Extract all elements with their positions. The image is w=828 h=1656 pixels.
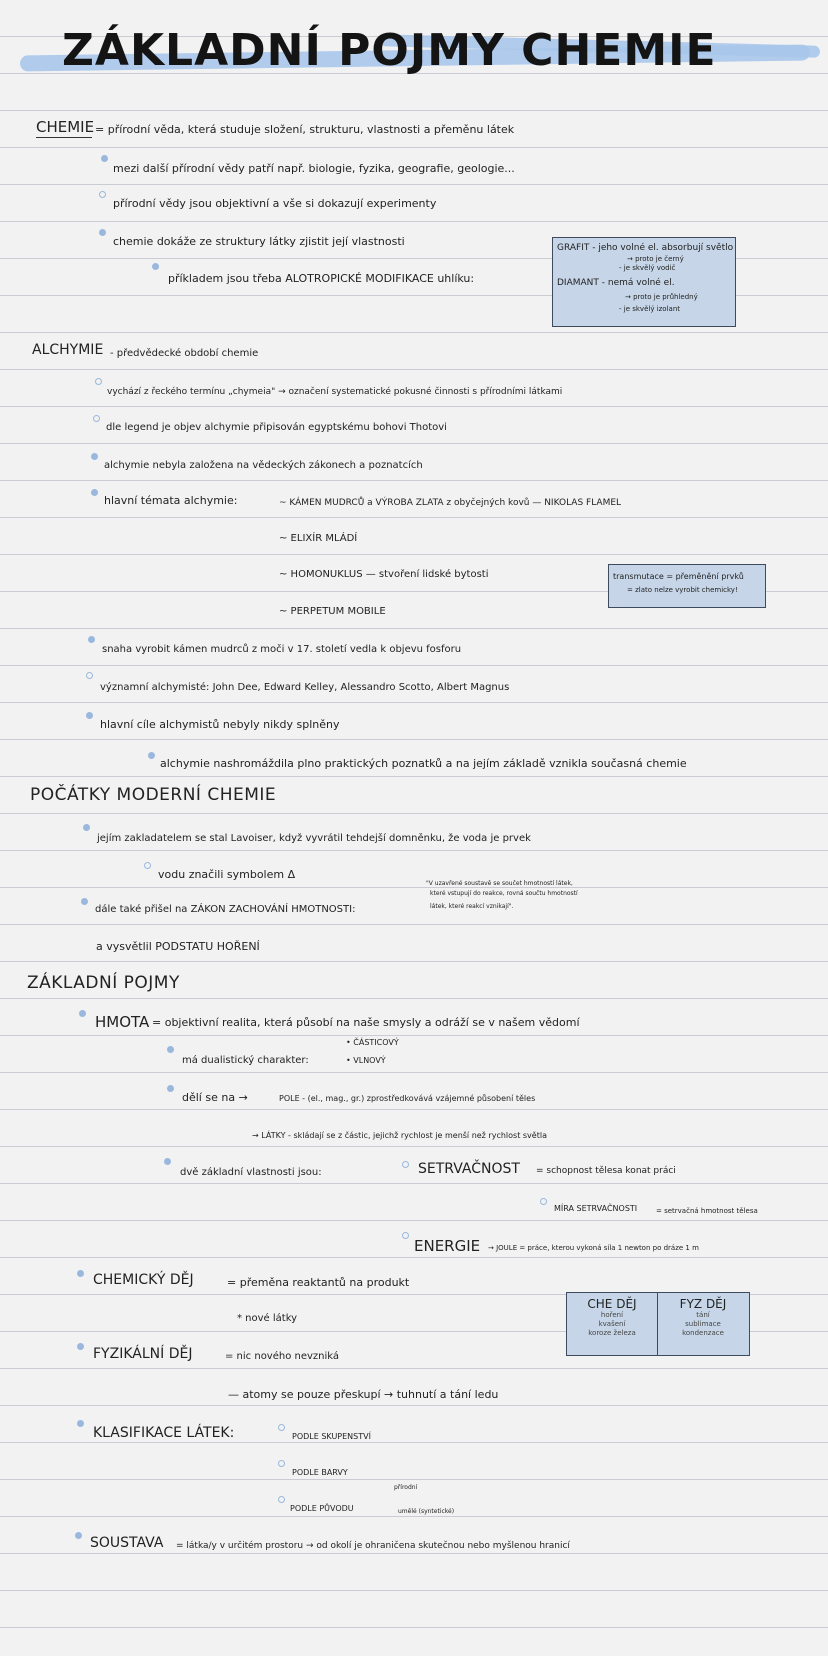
alchymie-bullet-5: snaha vyrobit kámen mudrců z moči v 17. století vedla k objevu fosforu [102, 644, 462, 655]
alchymie-topic-1: ~ KÁMEN MUDRCŮ a VÝROBA ZLATA z obyčejných kovů — NIKOLAS FLAMEL [279, 498, 622, 508]
bullet [77, 1343, 84, 1350]
chemie-bullet-1: mezi další přírodní vědy patří např. biologie, fyzika, geografie, geologie... [113, 162, 515, 175]
alchymie-bullet-8: alchymie nashromáždila plno praktických poznatků a na jejím základě vznikla současná chemie [160, 757, 687, 770]
bullet [148, 752, 155, 759]
new-substances-note: * nové látky [237, 1313, 298, 1324]
bullet [77, 1270, 84, 1277]
alchymie-topic-3: ~ HOMONUKLUS — stvoření lidské bytosti [279, 569, 489, 580]
table-cell: tání [696, 1311, 710, 1319]
chemicky-dej-term: CHEMICKÝ DĚJ [93, 1272, 194, 1288]
setrvacnost-definition: = schopnost tělesa konat práci [536, 1166, 676, 1176]
chemie-bullet-3: chemie dokáže ze struktury látky zjistit její vlastnosti [113, 235, 405, 248]
alchymie-topic-4: ~ PERPETUM MOBILE [279, 606, 386, 617]
bullet [86, 672, 93, 679]
bullet [93, 415, 100, 422]
transmutation-box [608, 564, 766, 608]
class-by-state: PODLE SKUPENSTVÍ [292, 1432, 371, 1441]
setrvacnost-term: SETRVAČNOST [418, 1161, 520, 1177]
bullet [278, 1496, 285, 1503]
chemie-bullet-2: přírodní vědy jsou objektivní a vše si dokazují experimenty [113, 197, 437, 210]
pocatky-heading: POČÁTKY MODERNÍ CHEMIE [30, 785, 277, 805]
alchymie-topic-2: ~ ELIXÍR MLÁDÍ [279, 533, 358, 544]
box-line: = zlato nelze vyrobit chemicky! [627, 586, 738, 594]
chemie-underline [36, 137, 92, 138]
box-line: - je skvělý izolant [619, 305, 681, 313]
origin-synthetic: umělé (syntetické) [398, 1508, 455, 1515]
conservation-note-2: které vstupují do reakce, rovná součtu hmotností [430, 890, 578, 897]
page-title: ZÁKLADNÍ POJMY CHEMIE [62, 25, 717, 76]
physical-column [657, 1293, 748, 1355]
bullet [91, 489, 98, 496]
conservation-note-1: "V uzavřené soustavě se součet hmotností látek, [426, 880, 573, 887]
box-line: GRAFIT - jeho volné el. absorbují světlo [557, 243, 734, 253]
alchymie-bullet-4: hlavní témata alchymie: [104, 494, 238, 507]
chemical-column-header: CHE DĚJ [587, 1297, 637, 1311]
chemicky-dej-definition: = přeměna reaktantů na produkt [227, 1276, 410, 1289]
bullet [101, 155, 108, 162]
pocatky-bullet-3: dále také přišel na ZÁKON ZACHOVÁNÍ HMOTNOSTI: [95, 904, 356, 915]
chemical-column [567, 1293, 657, 1355]
origin-natural: přírodní [394, 1484, 418, 1491]
properties-label: dvě základní vlastnosti jsou: [180, 1167, 322, 1178]
process-comparison-table [566, 1292, 750, 1356]
alchymie-heading: ALCHYMIE [32, 342, 104, 358]
table-cell: kondenzace [682, 1329, 724, 1337]
alchymie-definition: - předvědecké období chemie [110, 348, 259, 359]
allotrope-box [552, 237, 736, 327]
conservation-note-3: látek, které reakcí vznikají". [430, 903, 514, 910]
energie-definition: → JOULE = práce, kterou vykoná síla 1 newton po dráze 1 m [488, 1244, 699, 1252]
box-line: → proto je černý [627, 255, 684, 263]
bullet [402, 1161, 409, 1168]
bullet [540, 1198, 547, 1205]
bullet [167, 1046, 174, 1053]
fyzikalni-dej-term: FYZIKÁLNÍ DĚJ [93, 1346, 193, 1362]
alchymie-bullet-6: významní alchymisté: John Dee, Edward Kelley, Alessandro Scotto, Albert Magnus [100, 682, 510, 693]
atoms-note: — atomy se pouze přeskupí → tuhnutí a tání ledu [228, 1388, 499, 1401]
pole-definition: POLE - (el., mag., gr.) zprostředkovává vzájemné působení těles [279, 1094, 536, 1103]
chemie-bullet-4: příkladem jsou třeba ALOTROPICKÉ MODIFIKACE uhlíku: [168, 272, 475, 285]
klasifikace-term: KLASIFIKACE LÁTEK: [93, 1425, 235, 1441]
soustava-definition: = látka/y v určitém prostoru → od okolí je ohraničena skutečnou nebo myšlenou hranicí [176, 1541, 570, 1551]
bullet [88, 636, 95, 643]
bullet [402, 1232, 409, 1239]
dualism-option-2: • VLNOVÝ [346, 1056, 386, 1065]
bullet [152, 263, 159, 270]
dualism-option-1: • ČÁSTICOVÝ [346, 1038, 399, 1047]
alchymie-bullet-1: vychází z řeckého termínu „chymeia" → označení systematické pokusné činnosti s přírodními látkami [107, 387, 563, 397]
alchymie-bullet-7: hlavní cíle alchymistů nebyly nikdy splněny [100, 718, 340, 731]
chemie-definition: = přírodní věda, která studuje složení, strukturu, vlastnosti a přeměnu látek [95, 123, 515, 136]
alchymie-bullet-3: alchymie nebyla založena na vědeckých zákonech a poznatcích [104, 460, 423, 471]
mira-definition: = setrvačná hmotnost tělesa [656, 1207, 758, 1215]
bullet [79, 1010, 86, 1017]
bullet [77, 1420, 84, 1427]
pocatky-bullet-4: a vysvětlil PODSTATU HOŘENÍ [96, 940, 260, 953]
alchymie-bullet-2: dle legend je objev alchymie připisován egyptskému bohovi Thotovi [106, 422, 447, 433]
mira-term: MÍRA SETRVAČNOSTI [554, 1204, 638, 1213]
pocatky-bullet-1: jejím zakladatelem se stal Lavoiser, když vyvrátil tehdejší domněnku, že voda je prvek [97, 833, 531, 844]
bullet [278, 1424, 285, 1431]
box-line: transmutace = přeměnění prvků [613, 572, 744, 581]
bullet [81, 898, 88, 905]
bullet [83, 824, 90, 831]
bullet [164, 1158, 171, 1165]
bullet [99, 229, 106, 236]
table-cell: koroze železa [588, 1329, 636, 1337]
table-cell: hoření [600, 1311, 624, 1319]
box-line: - je skvělý vodič [619, 264, 676, 272]
zakladni-heading: ZÁKLADNÍ POJMY [27, 973, 180, 993]
pocatky-bullet-2: vodu značili symbolem Δ [158, 868, 296, 881]
energie-term: ENERGIE [414, 1237, 481, 1255]
box-line: DIAMANT - nemá volné el. [557, 278, 675, 288]
box-line: → proto je průhledný [625, 293, 698, 301]
bullet [86, 712, 93, 719]
bullet [99, 191, 106, 198]
soustava-term: SOUSTAVA [90, 1535, 164, 1551]
class-by-origin: PODLE PŮVODU [290, 1504, 354, 1513]
chemie-heading: CHEMIE [36, 118, 95, 136]
fyzikalni-dej-definition: = nic nového nevzniká [225, 1351, 340, 1362]
table-cell: kvašení [598, 1320, 626, 1328]
division-label: dělí se na → [182, 1091, 248, 1104]
dualism-label: má dualistický charakter: [182, 1055, 309, 1066]
bullet [167, 1085, 174, 1092]
bullet [278, 1460, 285, 1467]
latky-definition: → LÁTKY - skládají se z částic, jejichž rychlost je menší než rychlost světla [252, 1131, 547, 1140]
table-cell: sublimace [685, 1320, 721, 1328]
class-by-color: PODLE BARVY [292, 1468, 348, 1477]
physical-column-header: FYZ DĚJ [679, 1297, 727, 1311]
bullet [91, 453, 98, 460]
bullet [75, 1532, 82, 1539]
bullet [95, 378, 102, 385]
bullet [144, 862, 151, 869]
hmota-term: HMOTA [95, 1013, 150, 1031]
hmota-definition: = objektivní realita, která působí na naše smysly a odráží se v našem vědomí [152, 1016, 580, 1029]
